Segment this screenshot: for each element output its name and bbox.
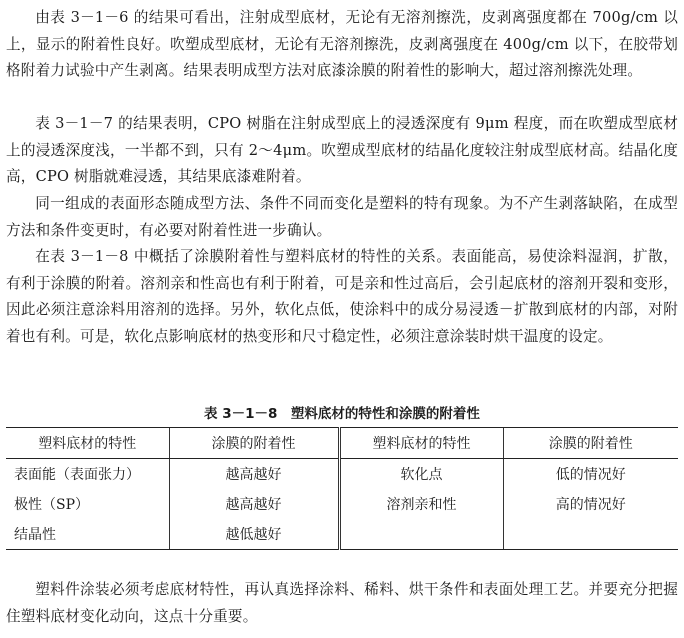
table-cell: 低的情况好 — [503, 459, 678, 490]
table-header-cell: 涂膜的附着性 — [169, 428, 339, 459]
table-cell — [503, 519, 678, 550]
paragraph-5: 塑料件涂装必须考虑底材特性，再认真选择涂料、稀料、烘干条件和表面处理工艺。并要充分把握住塑料底材变化动向，这点十分重要。 — [6, 581, 678, 625]
table-cell: 极性（SP） — [14, 497, 90, 513]
paragraph-2: 表 3－1－7 的结果表明，CPO 树脂在注射成型底上的浸透深度有 9μm 程度，而在吹塑成型底材上的浸透深度浅，一半都不到，只有 2～4μm。吹塑成型底材的结晶化度较注射成型底材高。结晶化度高，CPO 树脂就难浸透，其结果底漆难附着。 — [6, 115, 678, 185]
adhesion-table — [6, 427, 678, 550]
table-row — [6, 459, 678, 490]
table-cell: 越低越好 — [169, 519, 339, 550]
table-cell — [339, 519, 503, 550]
paragraph-1: 由表 3－1－6 的结果可看出，注射成型底材，无论有无溶剂擦洗，皮剥离强度都在 700g/cm 以上，显示的附着性良好。吹塑成型底材，无论有无溶剂擦洗，皮剥离强度在 400g/cm 以下，在胶带划格附着力试验中产生剥离。结果表明成型方法对底漆涂膜的附着性的影响大，超过溶剂擦洗处理。 — [6, 9, 678, 79]
table-header-cell: 涂膜的附着性 — [503, 428, 678, 459]
table-cell: 越高越好 — [169, 489, 339, 519]
table-cell: 软化点 — [339, 459, 503, 490]
table-header-cell: 塑料底材的特性 — [6, 428, 169, 459]
table-cell: 高的情况好 — [503, 489, 678, 519]
table-cell: 结晶性 — [6, 519, 169, 550]
table-cell: 越高越好 — [169, 459, 339, 490]
table-header-cell: 塑料底材的特性 — [339, 428, 503, 459]
table-cell: 表面能（表面张力） — [14, 467, 140, 483]
table-caption: 表 3－1－8 塑料底材的特性和涂膜的附着性 — [204, 406, 480, 422]
table-row — [6, 519, 678, 550]
paragraph-4: 在表 3－1－8 中概括了涂膜附着性与塑料底材的特性的关系。表面能高，易使涂料湿润，扩散，有利于涂膜的附着。溶剂亲和性高也有利于附着，可是亲和性过高后，会引起底材的溶剂开裂和变形，因此必须注意涂料用溶剂的选择。另外，软化点低，使涂料中的成分易浸透－扩散到底材的内部，对附着也有利。可是，软化点影响底材的热变形和尺寸稳定性，必须注意涂装时烘干温度的设定。 — [6, 248, 678, 345]
paragraph-3: 同一组成的表面形态随成型方法、条件不同而变化是塑料的特有现象。为不产生剥落缺陷，在成型方法和条件变更时，有必要对附着性进一步确认。 — [6, 195, 678, 239]
table-header-row — [6, 428, 678, 459]
table-row — [6, 489, 678, 519]
table-cell: 溶剂亲和性 — [339, 489, 503, 519]
